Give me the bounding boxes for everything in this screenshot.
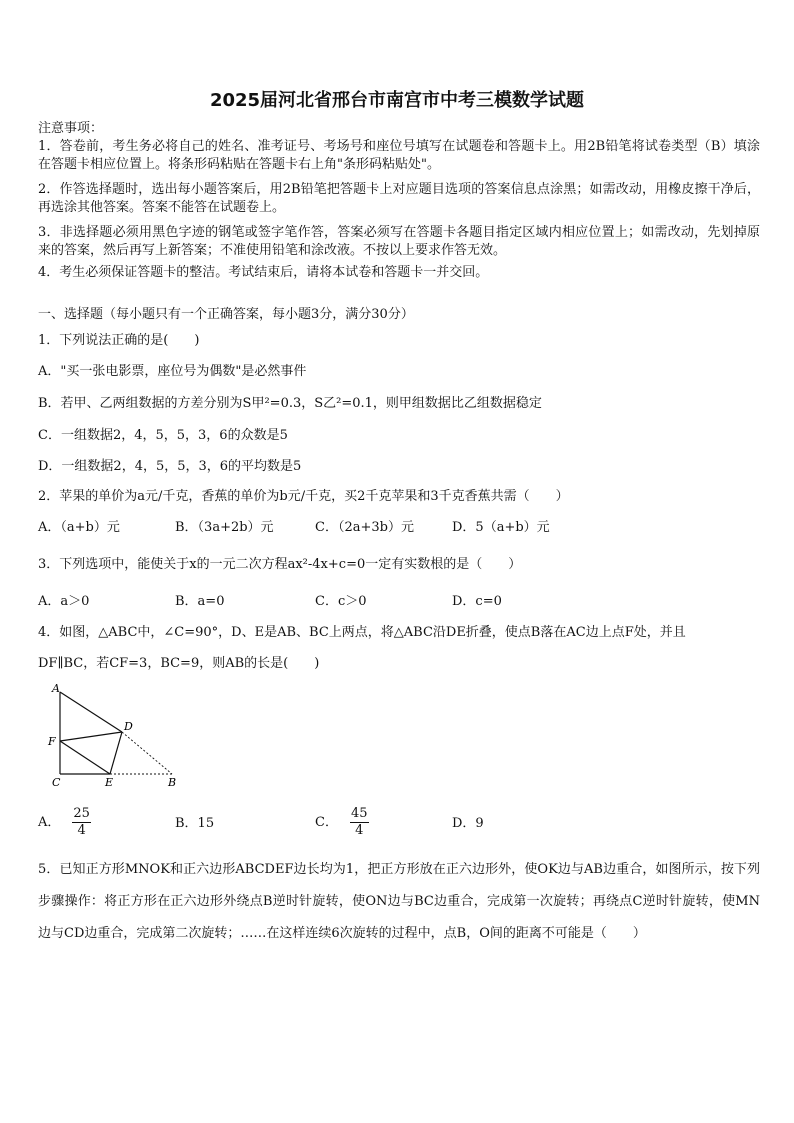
notice-item-2: 2．作答选择题时，选出每小题答案后，用2B铅笔把答题卡上对应题目选项的答案信息点涂黑；如需改动，用橡皮擦干净后，再选涂其他答案。答案不能答在试题卷上。	[38, 182, 760, 215]
question-4-stem-line-2: DF∥BC，若CF=3，BC=9，则AB的长是( )	[38, 656, 320, 671]
fraction-numerator: 45	[350, 806, 368, 821]
notice-item-4: 4．考生必须保证答题卡的整洁。考试结束后，请将本试卷和答题卡一并交回。	[38, 265, 489, 280]
label-c: C	[52, 776, 61, 789]
label-f: F	[48, 735, 56, 748]
fraction-denominator: 4	[355, 823, 364, 838]
page-title: 2025届河北省邢台市南宫市中考三模数学试题	[209, 90, 585, 111]
label-a: A	[52, 682, 60, 695]
fraction-numerator: 25	[73, 806, 90, 821]
question-3-stem: 3．下列选项中，能使关于x的一元二次方程ax²-4x+c=0一定有实数根的是（ ）	[38, 557, 522, 572]
question-5-stem: 5．已知正方形MNOK和正六边形ABCDEF边长均为1，把正方形放在正六边形外，使OK边与AB边重合，如图所示，按下列步骤操作：将正方形在正六边形外绕点B逆时针旋转，使ON边与BC边重合，完成第一次旋转；再绕点C逆时针旋转，使MN边与CD边重合，完成第二次旋转；……在这样连续6次旋转的过程中，点B，O间的距离不可能是（ ）	[38, 862, 760, 941]
question-3-option-d: D．c=0	[452, 594, 502, 609]
notice-item-3: 3．非选择题必须用黑色字迹的钢笔或签字笔作答，答案必须写在答题卡各题目指定区域内相应位置上；如需改动，先划掉原来的答案，然后再写上新答案；不准使用铅笔和涂改液。不按以上要求作答无效。	[38, 225, 760, 258]
question-3-option-c: C．c＞0	[315, 594, 367, 609]
question-4-option-a	[38, 806, 91, 839]
label-b: B	[168, 776, 177, 789]
question-1-option-d: D．一组数据2，4，5，5，3，6的平均数是5	[38, 459, 302, 474]
question-4-option-d: D．9	[452, 816, 484, 831]
question-2-option-c: C．（2a+3b）元	[315, 520, 414, 535]
label-d: D	[124, 720, 133, 733]
notice-heading: 注意事项：	[38, 121, 104, 136]
question-4-option-c	[315, 806, 369, 839]
question-2-option-d: D．5（a+b）元	[452, 520, 550, 535]
question-1-option-c: C．一组数据2，4，5，5，3，6的众数是5	[38, 428, 288, 443]
question-4-stem-line-1: 4．如图，△ABC中，∠C=90°，D、E是AB、BC上两点，将△ABC沿DE折叠，使点B落在AC边上点F处，并且	[38, 625, 686, 640]
question-1-stem: 1．下列说法正确的是( )	[38, 333, 200, 348]
question-3-option-b: B．a=0	[175, 594, 225, 609]
fraction-45-4	[350, 806, 369, 839]
side-db-dashed	[122, 732, 172, 774]
question-1-option-b: B．若甲、乙两组数据的方差分别为S甲²=0.3，S乙²=0.1，则甲组数据比乙组数据稳定	[38, 396, 542, 411]
section-heading: 一、选择题（每小题只有一个正确答案，每小题3分，满分30分）	[38, 307, 414, 322]
notice-item-1: 1．答卷前，考生务必将自己的姓名、准考证号、考场号和座位号填写在试题卷和答题卡上。用2B铅笔将试卷类型（B）填涂在答题卡相应位置上。将条形码粘贴在答题卡右上角"条形码粘贴处"。	[38, 139, 760, 172]
segment-fd	[60, 732, 122, 741]
question-2-option-b: B．（3a+2b）元	[175, 520, 274, 535]
fraction-denominator: 4	[77, 823, 86, 838]
question-1-option-a: A．"买一张电影票，座位号为偶数"是必然事件	[38, 364, 307, 379]
segment-fe	[60, 741, 110, 774]
side-ad	[60, 692, 122, 732]
option-a-label: A．	[38, 815, 61, 830]
question-4-option-b: B．15	[175, 816, 215, 831]
question-2-stem: 2．苹果的单价为a元/千克，香蕉的单价为b元/千克，买2千克苹果和3千克香蕉共需（ ）	[38, 489, 569, 504]
label-e: E	[105, 776, 114, 789]
question-2-option-a: A．（a+b）元	[38, 520, 120, 535]
fraction-25-4	[72, 806, 91, 839]
option-c-label: C．	[315, 815, 338, 830]
triangle-fold-figure	[44, 682, 184, 792]
question-3-option-a: A．a＞0	[38, 594, 90, 609]
segment-de	[110, 732, 122, 774]
